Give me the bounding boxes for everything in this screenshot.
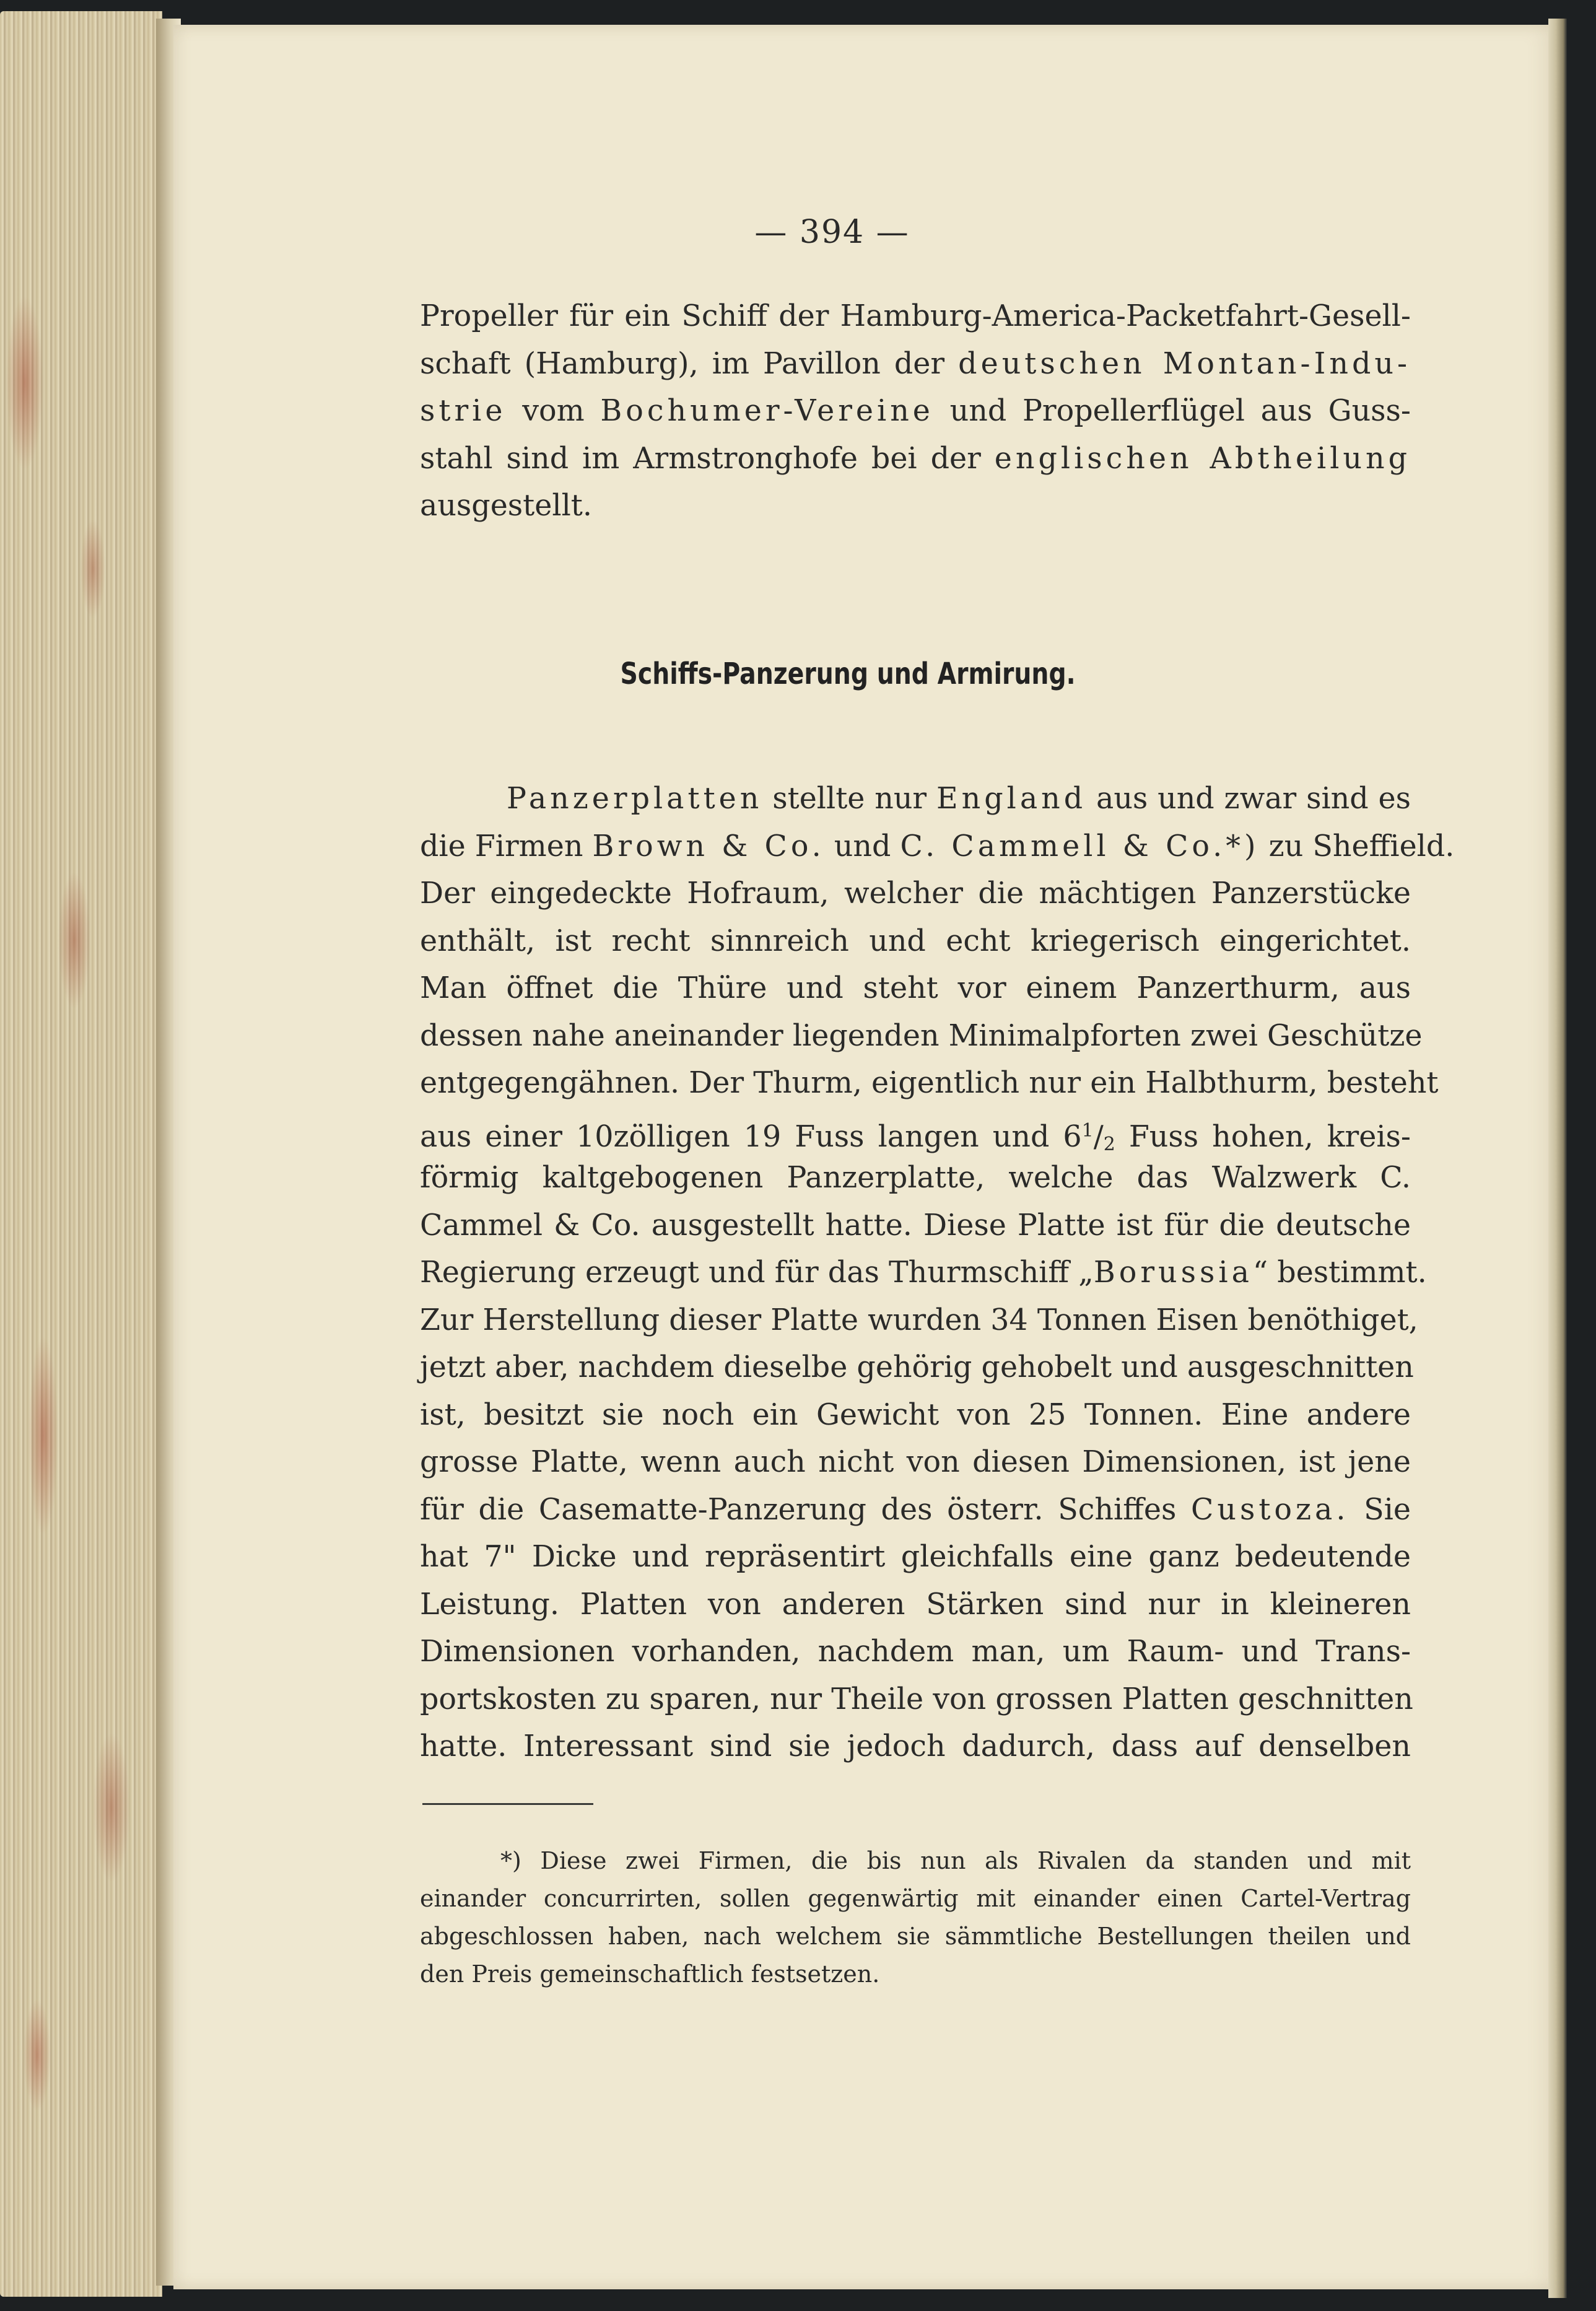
text-line: Leistung. Platten von anderen Stärken sind nur in kleineren (420, 1587, 1411, 1622)
text-line: strie vom Bochumer-Vereine und Propellerflügel aus Guss- (420, 394, 1411, 428)
text-line: Der eingedeckte Hofraum, welcher die mächtigen Panzerstücke (420, 876, 1411, 911)
text-line: jetzt aber, nachdem dieselbe gehörig gehobelt und ausgeschnitten (420, 1350, 1414, 1384)
text-line: die Firmen Brown & Co. und C. Cammell & Co.*) zu Sheffield. (420, 829, 1455, 863)
text-line: Dimensionen vorhanden, nachdem man, um Raum- und Trans- (420, 1635, 1411, 1669)
footnote-rule (422, 1803, 593, 1805)
text-line: hatte. Interessant sind sie jedoch dadurch, dass auf denselben (420, 1729, 1411, 1763)
footnote-line: *) Diese zwei Firmen, die bis nun als Rivalen da standen und mit (500, 1847, 1411, 1874)
text-line: für die Casematte-Panzerung des österr. Schiffes Custoza. Sie (420, 1492, 1411, 1527)
page-edges-stains (0, 11, 162, 2297)
text-line: hat 7" Dicke und repräsentirt gleichfalls eine ganz bedeutende (420, 1540, 1411, 1574)
text-line: förmig kaltgebogenen Panzerplatte, welche das Walzwerk C. (420, 1161, 1411, 1195)
text-line: ausgestellt. (420, 489, 592, 523)
footnote-line: abgeschlossen haben, nach welchem sie sämmtliche Bestellungen theilen und (420, 1923, 1411, 1950)
paragraph-panzerplatten (420, 775, 1455, 1771)
text-line: dessen nahe aneinander liegenden Minimalpforten zwei Geschütze (420, 1018, 1423, 1053)
text-line: Regierung erzeugt und für das Thurmschiff „Borussia“ bestimmt. (420, 1256, 1427, 1290)
paragraph-propeller (420, 293, 1411, 530)
fraction-denominator: 2 (1103, 1133, 1115, 1155)
text-line: Panzerplatten stellte nur England aus und zwar sind es (507, 782, 1411, 816)
fore-edge (1548, 19, 1567, 2298)
text-line: Man öffnet die Thüre und steht vor einem Panzerthurm, aus (420, 971, 1411, 1005)
text-line: enthält, ist recht sinnreich und echt kriegerisch eingerichtet. (420, 924, 1411, 958)
text-line: aus einer 10zölligen 19 Fuss langen und $6^1/2$ Fuss hohen, kreis- (420, 1119, 1411, 1155)
text-line: ist, besitzt sie noch ein Gewicht von 25 Tonnen. Eine andere (420, 1397, 1411, 1432)
text-line: Zur Herstellung dieser Platte wurden 34 Tonnen Eisen benöthiget, (420, 1303, 1418, 1337)
text-line: Cammel & Co. ausgestellt hatte. Diese Platte ist für die deutsche (420, 1208, 1411, 1243)
text-line: portskosten zu sparen, nur Theile von grossen Platten geschnitten (420, 1682, 1413, 1716)
text-line: grosse Platte, wenn auch nicht von diesen Dimensionen, ist jene (420, 1445, 1411, 1479)
footnote (420, 1842, 1411, 1993)
footnote-line: den Preis gemeinschaftlich festsetzen. (420, 1960, 880, 1988)
text-line: Propeller für ein Schiff der Hamburg-America-Packetfahrt-Gesell- (420, 299, 1411, 333)
text-line: entgegengähnen. Der Thurm, eigentlich nur ein Halbthurm, besteht (420, 1066, 1439, 1100)
page-number: — 394 — (754, 214, 910, 251)
text-line: schaft (Hamburg), im Pavillon der deutschen Montan-Indu- (420, 346, 1411, 381)
text-line: stahl sind im Armstronghofe bei der englischen Abtheilung (420, 441, 1411, 476)
fraction-numerator: 1 (1081, 1119, 1094, 1142)
footnote-line: einander concurrirten, sollen gegenwärtig mit einander einen Cartel-Vertrag (420, 1885, 1411, 1912)
section-heading: Schiffs-Panzerung und Armirung. (620, 657, 1076, 691)
